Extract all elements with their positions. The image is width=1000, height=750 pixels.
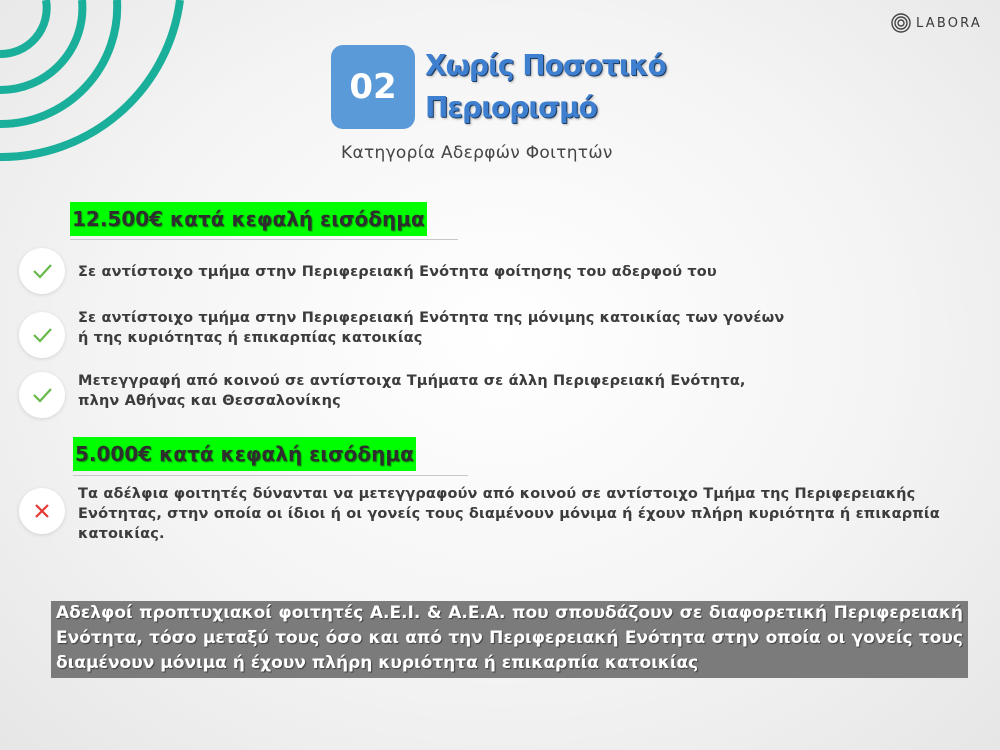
section-number-badge: 02 [331, 45, 415, 129]
list-item: Μετεγγραφή από κοινού σε αντίστοιχα Τμήματα σε άλλη Περιφερειακή Ενότητα, πλην Αθήνας και Θεσσαλονίκης [78, 373, 746, 409]
list-item: Σε αντίστοιχο τμήμα στην Περιφερειακή Ενότητα της μόνιμης κατοικίας των γονέων ή της κυριότητας ή επικαρπίας κατοικίας [78, 310, 785, 346]
cross-icon [32, 501, 52, 521]
list-item-icon [19, 372, 65, 418]
check-icon [31, 260, 53, 282]
decorative-arcs [0, 0, 200, 170]
section-heading-income-12500: 12.500€ κατά κεφαλή εισόδημα [70, 202, 427, 236]
list-item-icon [19, 312, 65, 358]
labora-logo-icon [891, 13, 911, 33]
list-item: Σε αντίστοιχο τμήμα στην Περιφερειακή Ενότητα φοίτησης του αδερφού του [78, 264, 717, 280]
check-icon [31, 324, 53, 346]
section-heading-income-5000: 5.000€ κατά κεφαλή εισόδημα [73, 437, 416, 471]
list-item: Τα αδέλφια φοιτητές δύνανται να μετεγγραφούν από κοινού σε αντίστοιχο Τμήμα της Περιφερειακής Ενότητας, στην οποία οι ίδιοι ή οι γονείς τους διαμένουν μόνιμα ή έχουν πλήρη κυριότητα ή επικαρπία κατοικίας. [78, 486, 940, 542]
list-item-icon [19, 488, 65, 534]
page-subtitle: Κατηγορία Αδερφών Φοιτητών [341, 143, 613, 163]
eligibility-note: Αδελφοί προπτυχιακοί φοιτητές Α.Ε.Ι. & Α.Ε.Α. που σπουδάζουν σε διαφορετική Περιφερειακή Ενότητα, τόσο μεταξύ τους όσο και από την Περιφερειακή Ενότητα στην οποία οι γονείς τους διαμένουν μόνιμα ή έχουν πλήρη κυριότητα ή επικαρπία κατοικίας [51, 601, 968, 678]
brand-logo [891, 13, 982, 33]
list-item-icon [19, 248, 65, 294]
check-icon [31, 384, 53, 406]
title-line-1: Χωρίς Ποσοτικό [425, 49, 666, 82]
page-title [425, 45, 666, 129]
section-divider [70, 239, 458, 240]
brand-name: LABORA [916, 15, 982, 31]
section-divider [73, 475, 468, 476]
title-line-2: Περιορισμό [425, 91, 597, 124]
